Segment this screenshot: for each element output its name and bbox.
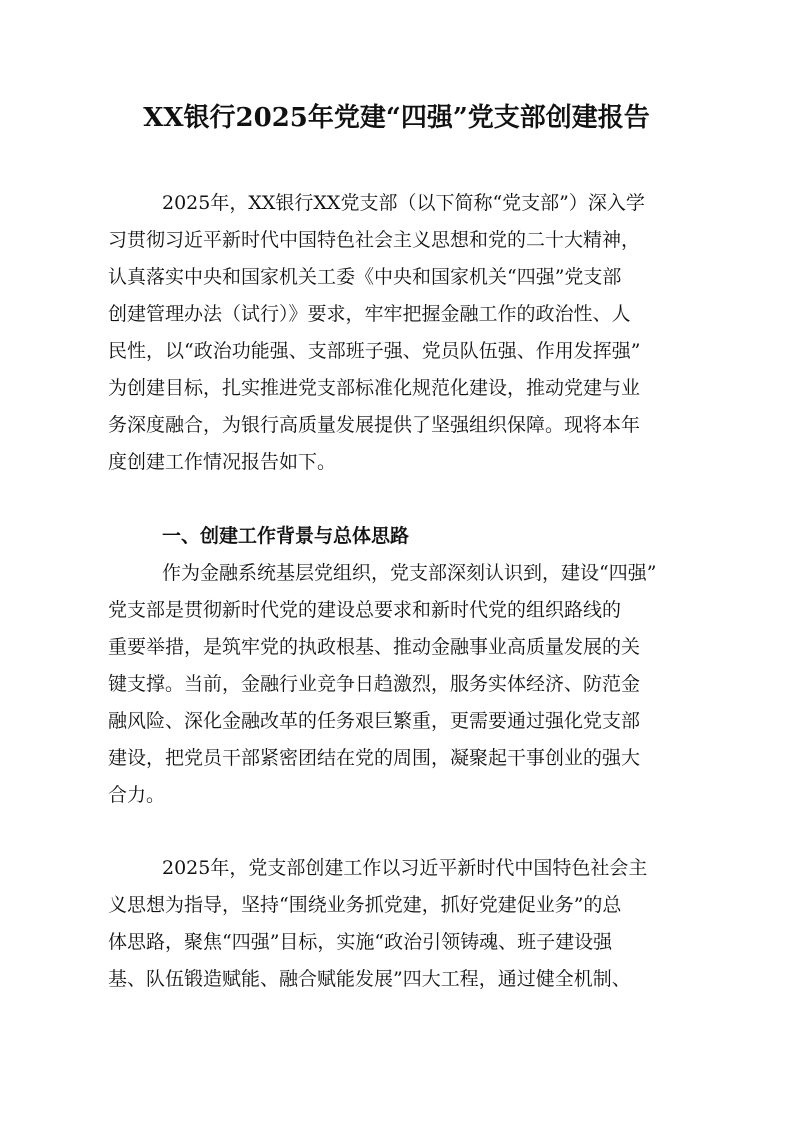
paragraph-line: 民性，以“政治功能强、支部班子强、党员队伍强、作用发挥强” bbox=[108, 340, 641, 362]
paragraph-line: 创建管理办法（试行）》要求，牢牢把握金融工作的政治性、人 bbox=[108, 303, 631, 325]
section-heading-1-block bbox=[108, 518, 678, 555]
paragraph-line: 体思路，聚焦“四强”目标，实施“政治引领铸魂、班子建设强 bbox=[108, 931, 613, 953]
paragraph-line: 建设，把党员干部紧密团结在党的周围，凝聚起干事创业的强大 bbox=[108, 747, 641, 769]
paragraph-line: 务深度融合，为银行高质量发展提供了坚强组织保障。现将本年 bbox=[108, 414, 641, 436]
paragraph-line: 认真落实中央和国家机关工委《中央和国家机关“四强”党支部 bbox=[108, 266, 622, 288]
paragraph-line: 合力。 bbox=[108, 784, 166, 806]
section1-paragraph-1 bbox=[108, 555, 678, 814]
section1-paragraph-2 bbox=[108, 850, 678, 998]
section-heading: 一、创建工作背景与总体思路 bbox=[162, 525, 410, 547]
paragraph-line: 党支部是贯彻新时代党的建设总要求和新时代党的组织路线的 bbox=[108, 599, 622, 621]
paragraph-line: 基、队伍锻造赋能、融合赋能发展”四大工程，通过健全机制、 bbox=[108, 968, 631, 990]
paragraph-line: 义思想为指导，坚持“围绕业务抓党建，抓好党建促业务”的总 bbox=[108, 894, 622, 916]
paragraph-line: 度创建工作情况报告如下。 bbox=[108, 451, 337, 473]
paragraph-line: 2025年，XX银行XX党支部（以下简称“党支部”）深入学 bbox=[162, 192, 645, 214]
paragraph-line: 为创建目标，扎实推进党支部标准化规范化建设，推动党建与业 bbox=[108, 377, 641, 399]
paragraph-line: 键支撑。当前，金融行业竞争日趋激烈，服务实体经济、防范金 bbox=[108, 673, 641, 695]
paragraph-line: 融风险、深化金融改革的任务艰巨繁重，更需要通过强化党支部 bbox=[108, 710, 641, 732]
document-title: XX银行2025年党建“四强”党支部创建报告 bbox=[143, 103, 650, 133]
paragraph-line: 2025年，党支部创建工作以习近平新时代中国特色社会主 bbox=[162, 857, 648, 879]
paragraph-line: 作为金融系统基层党组织，党支部深刻认识到，建设“四强” bbox=[162, 562, 657, 584]
intro-paragraph bbox=[108, 185, 678, 481]
paragraph-line: 习贯彻习近平新时代中国特色社会主义思想和党的二十大精神， bbox=[108, 229, 641, 251]
paragraph-line: 重要举措，是筑牢党的执政根基、推动金融事业高质量发展的关 bbox=[108, 636, 641, 658]
